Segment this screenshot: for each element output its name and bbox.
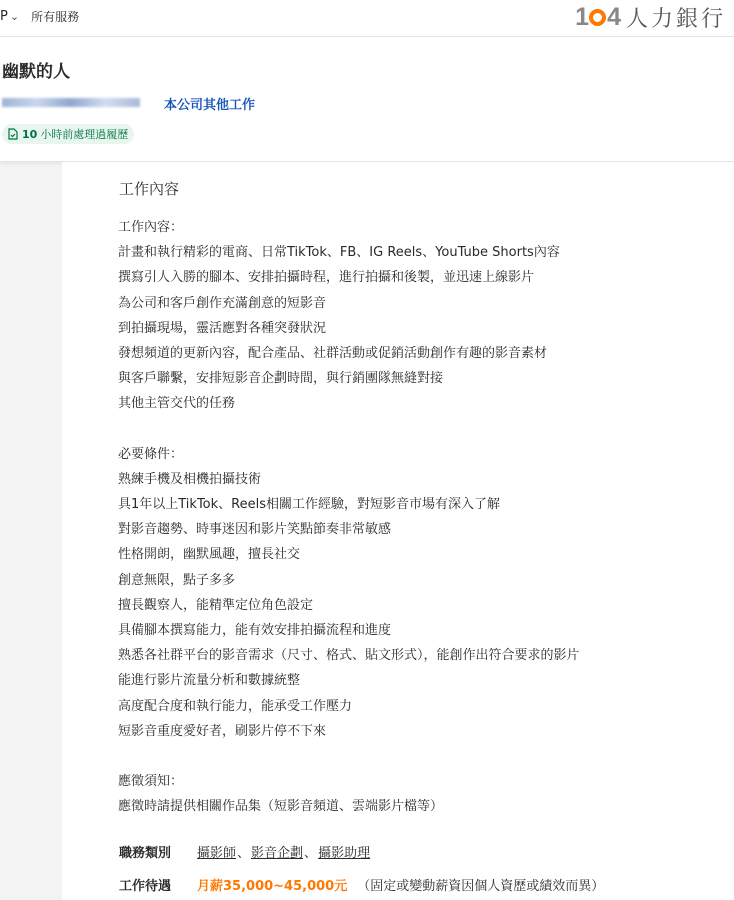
category-separator: 、 — [304, 846, 318, 861]
category-link-photographer[interactable]: 攝影師 — [197, 846, 237, 861]
description-line: 到拍攝現場，靈活應對各種突發狀況 — [118, 320, 327, 336]
job-content-card — [62, 162, 734, 900]
description-line: 工作內容： — [118, 220, 184, 235]
company-other-jobs-link[interactable]: 本公司其他工作 — [164, 98, 256, 113]
top-navigation-bar — [0, 0, 734, 37]
description-line: 能進行影片流量分析和數據統整 — [118, 673, 301, 689]
category-link-photo-assistant[interactable]: 攝影助理 — [318, 846, 371, 861]
salary-note: （固定或變動薪資因個人資歷或績效而異） — [357, 879, 605, 894]
badge-text: 小時前處理過履歷 — [40, 128, 129, 141]
menu-letter: P — [0, 9, 8, 24]
job-description — [118, 215, 580, 820]
description-line: 撰寫引人入勝的腳本、安排拍攝時程，進行拍攝和後製，並迅速上線影片 — [118, 270, 535, 286]
job-category-row — [119, 842, 370, 861]
description-line: 創意無限，點子多多 — [118, 572, 236, 588]
logo-digit-1: 1 — [575, 3, 589, 31]
section-title: 工作內容 — [119, 180, 180, 198]
chevron-down-icon[interactable]: ⌄ — [9, 10, 20, 23]
document-check-icon — [8, 128, 18, 140]
description-line: 對影音趨勢、時事迷因和影片笑點節奏非常敏感 — [118, 522, 392, 538]
description-line: 短影音重度愛好者，刷影片停不下來 — [118, 723, 327, 739]
category-link-video-planning[interactable]: 影音企劃 — [251, 846, 304, 861]
description-line: 高度配合度和執行能力，能承受工作壓力 — [118, 698, 353, 714]
job-header — [0, 37, 734, 161]
company-name-redacted[interactable] — [2, 98, 140, 107]
category-separator: 、 — [237, 846, 251, 861]
description-line: 應徵時請提供相關作品集（短影音頻道、雲端影片檔等） — [118, 799, 444, 815]
description-line: 計畫和執行精彩的電商、日常TikTok、FB、IG Reels、YouTube Shorts內容 — [118, 245, 560, 261]
description-line: 性格開朗，幽默風趣，擅長社交 — [118, 547, 301, 563]
salary-value: 月薪35,000~45,000元 — [197, 879, 348, 894]
description-line: 熟悉各社群平台的影音需求（尺寸、格式、貼文形式），能創作出符合要求的影片 — [118, 648, 580, 664]
description-line: 與客戶聯繫，安排短影音企劃時間，與行銷團隊無縫對接 — [118, 371, 444, 387]
job-category-label: 職務類別 — [119, 846, 172, 861]
description-line: 發想頻道的更新內容，配合產品、社群活動或促銷活動創作有趣的影音素材 — [118, 345, 548, 361]
services-menu[interactable] — [0, 8, 79, 25]
description-line: 必要條件： — [118, 446, 184, 462]
logo-zero-ring — [589, 9, 606, 26]
104-logo[interactable] — [575, 2, 726, 33]
description-line: 應徵須知： — [118, 774, 184, 790]
job-title: 幽默的人 — [2, 62, 70, 82]
badge-number: 10 — [22, 127, 38, 141]
description-line: 其他主管交代的任務 — [118, 396, 236, 412]
salary-label: 工作待遇 — [119, 879, 172, 894]
description-line: 熟練手機及相機拍攝技術 — [118, 471, 262, 487]
description-line: 為公司和客戶創作充滿創意的短影音 — [118, 295, 327, 311]
logo-brand-text: 人力銀行 — [625, 7, 726, 32]
blank-line — [118, 417, 580, 442]
description-line: 具1年以上TikTok、Reels相關工作經驗，對短影音市場有深入了解 — [118, 497, 500, 513]
description-line: 具備腳本撰寫能力，能有效安排拍攝流程和進度 — [118, 623, 392, 638]
salary-row — [119, 875, 604, 894]
resume-processed-badge — [2, 124, 134, 144]
all-services-link[interactable]: 所有服務 — [31, 10, 80, 24]
blank-line — [118, 744, 580, 769]
description-line: 擅長觀察人，能精準定位角色設定 — [118, 597, 314, 613]
logo-digit-4: 4 — [607, 3, 620, 31]
